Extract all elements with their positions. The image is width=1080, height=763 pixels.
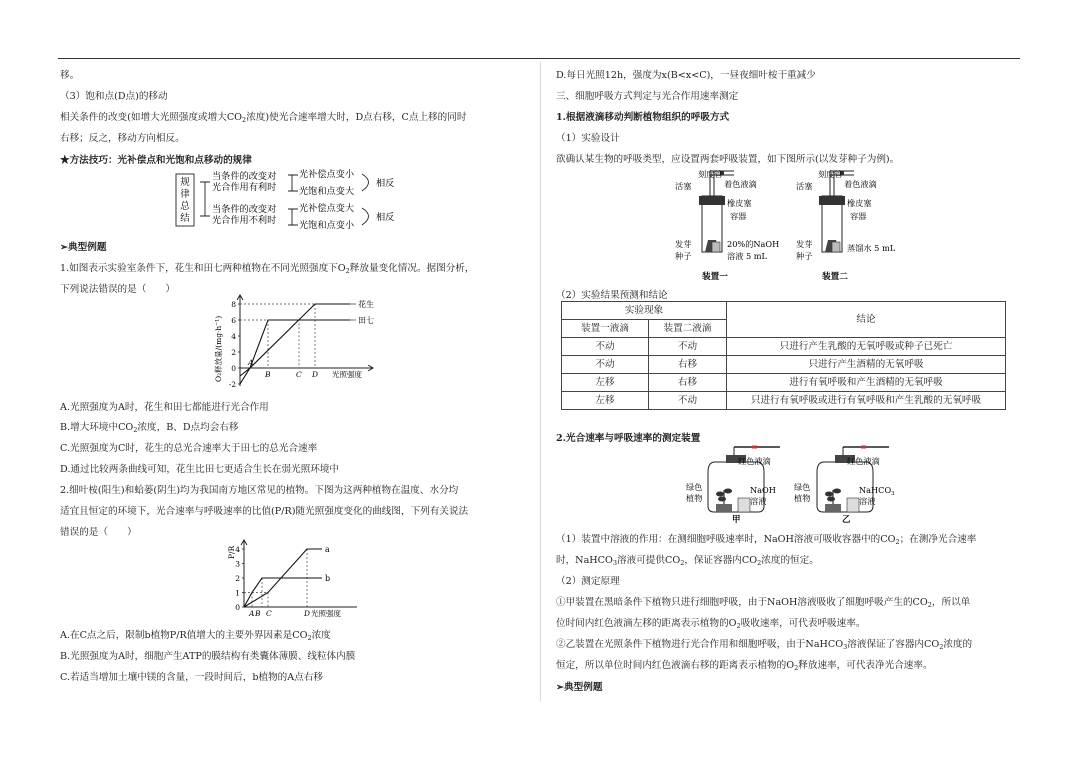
- label-stopper: 活塞: [675, 181, 692, 191]
- label-vessel: 容器: [850, 211, 867, 221]
- x-mark-label: A: [248, 358, 254, 367]
- text-line: 右移；反之，移动方向相反。: [60, 133, 185, 144]
- table-cell: 只进行产生乳酸的无氧呼吸或种子已死亡: [727, 338, 1006, 356]
- rule-char: 总: [180, 201, 190, 212]
- condition-1-line-b: 光合作用有利时: [212, 182, 277, 193]
- chart-pr-ratio: [222, 537, 392, 623]
- x-mark-label: A: [249, 609, 255, 618]
- table-header-row: [562, 302, 1006, 320]
- x-mark-label: B: [265, 370, 271, 379]
- column-divider: [540, 62, 541, 702]
- x-axis-label: 光照强度: [332, 370, 362, 379]
- label-nahco3-solution: NaHCO$_3$: [859, 485, 895, 497]
- label-green-plant: 植物: [794, 493, 811, 503]
- text-line: 位时间内红色液滴左移的距离表示植物的$O_2$吸收速率，可代表呼吸速率。: [556, 618, 866, 630]
- label-naoh: 溶液 5 mL: [727, 251, 767, 261]
- y-tick-label: 4: [231, 332, 236, 341]
- label-drop: 着色液滴: [844, 179, 877, 189]
- subsection-heading: 1.根据液滴移动判断植物组织的呼吸方式: [556, 112, 730, 123]
- results-table: [561, 301, 1006, 410]
- photosynthesis-apparatus-figure: [680, 444, 910, 524]
- question-2-stem: 2.细叶桉(阳生)和蛤蒌(阴生)均为我国南方地区常见的植物。下图为这两种植物在温度、水分均: [60, 485, 459, 496]
- label-water: 蒸馏水 5 mL: [847, 243, 896, 253]
- outcome-1-1: 光补偿点变小: [299, 169, 355, 180]
- section-heading: （3）饱和点(D点)的移动: [60, 91, 168, 102]
- table-cell: 不动: [562, 356, 649, 374]
- condition-2-line-a: 当条件的改变对: [212, 204, 277, 215]
- table-cell: 左移: [562, 374, 649, 392]
- x-mark-label: C: [266, 609, 272, 618]
- rule-char: 律: [180, 189, 190, 200]
- text-line: （2）测定原理: [556, 576, 620, 587]
- condition-1-line-a: 当条件的改变对: [212, 171, 277, 182]
- label-stopper: 活塞: [796, 181, 813, 191]
- y-tick-label: 3: [235, 559, 240, 569]
- question-2-stem: 适宜且恒定的环境下，光合速率与呼吸速率的比值(P/R)随光照强度变化的曲线图，下列有关说法: [60, 506, 469, 517]
- table-row: [562, 392, 1006, 410]
- opposite-label-1: 相反: [376, 178, 395, 189]
- table-cell: 右移: [649, 356, 727, 374]
- table-cell: 不动: [649, 338, 727, 356]
- y-tick-label: 8: [231, 300, 236, 309]
- y-tick-label: 2: [235, 574, 240, 583]
- label-jia: 甲: [732, 514, 741, 524]
- text-line: 时，NaHCO$_3$溶液可提供$CO_2$，保证容器内$CO_2$浓度的恒定。: [556, 555, 819, 567]
- label-apparatus-two: 装置二: [822, 272, 848, 282]
- outcome-2-1: 光补偿点变大: [299, 203, 355, 214]
- method-title: ★方法技巧：光补偿点和光饱和点移动的规律: [60, 155, 252, 166]
- label-seed: 发芽: [796, 239, 813, 249]
- question-1-option-a: A.光照强度为A时，花生和田七都能进行光合作用: [60, 402, 269, 413]
- question-1-option-d: D.通过比较两条曲线可知，花生比田七更适合生长在弱光照环境中: [60, 464, 340, 475]
- label-seed: 发芽: [675, 239, 692, 249]
- question-2-option-a: A.在C点之后，限制b植物P/R值增大的主要外界因素是$CO_2$浓度: [60, 630, 331, 642]
- question-2-stem: 错误的是（ ）: [60, 527, 137, 538]
- label-seed: 种子: [675, 251, 692, 261]
- y-axis-label: O₂释放量/(mg·h⁻¹): [214, 315, 223, 382]
- label-naoh-solution: 溶液: [750, 496, 767, 506]
- table-row: [562, 338, 1006, 356]
- series-line-b: [244, 578, 322, 607]
- text-line: ①甲装置在黑暗条件下植物只进行细胞呼吸，由于NaOH溶液吸收了细胞呼吸产生的$CO_2$，所以单: [556, 597, 971, 609]
- label-nahco3-solution: 溶液: [859, 496, 876, 506]
- table-cell: 不动: [562, 338, 649, 356]
- label-seed: 种子: [796, 251, 813, 261]
- label-apparatus-one: 装置一: [702, 272, 728, 282]
- table-header: 实验现象: [562, 302, 727, 320]
- label-naoh: 20%的NaOH: [727, 239, 780, 249]
- rule-char: 结: [180, 213, 190, 224]
- subsection-heading: 2.光合速率与呼吸速率的测定装置: [556, 433, 701, 444]
- text-line: 移。: [60, 70, 80, 81]
- table-header: 装置二液滴: [649, 320, 727, 338]
- table-cell: 只进行有氧呼吸或进行有氧呼吸和产生乳酸的无氧呼吸: [727, 392, 1006, 410]
- outcome-1-2: 光饱和点变大: [299, 186, 355, 197]
- series-label: b: [325, 574, 331, 583]
- table-cell: 进行有氧呼吸和产生酒精的无氧呼吸: [727, 374, 1006, 392]
- condition-2-line-b: 光合作用不利时: [212, 215, 277, 226]
- table-cell: 左移: [562, 392, 649, 410]
- text-line: （1）实验设计: [556, 133, 620, 144]
- label-rubber: 橡皮塞: [727, 198, 752, 208]
- x-mark-label: D: [312, 370, 319, 379]
- label-green-plant: 绿色: [686, 482, 703, 492]
- label-tube: 刻度管: [818, 169, 843, 179]
- question-2-option-b: B.光照强度为A时，细胞产生ATP的膜结构有类囊体薄膜、线粒体内膜: [60, 651, 356, 662]
- examples-heading: ➢典型例题: [556, 682, 603, 693]
- outcome-2-2: 光饱和点变小: [299, 220, 355, 231]
- top-rule: [58, 58, 1020, 59]
- label-vessel: 容器: [730, 211, 747, 221]
- question-1-option-c: C.光照强度为C时，花生的总光合速率大于田七的总光合速率: [60, 443, 318, 454]
- x-mark-label: D: [304, 609, 311, 618]
- y-tick-label: 0: [235, 603, 240, 612]
- question-1-option-b: B.增大环境中$CO_2$浓度，B、D点均会右移: [60, 422, 239, 434]
- question-1-stem: 下列说法错误的是（ ）: [60, 284, 176, 295]
- series-label: 田七: [358, 316, 374, 325]
- x-axis-label: 光照强度: [311, 609, 341, 618]
- label-red-drop: 红色液滴: [847, 456, 880, 466]
- table-cell: 右移: [649, 374, 727, 392]
- rule-summary-diagram: [170, 166, 420, 232]
- chart-o2-release: [200, 294, 390, 390]
- label-tube: 刻度管: [698, 169, 723, 179]
- series-label: a: [325, 545, 330, 554]
- section-heading: 三、细胞呼吸方式判定与光合作用速率测定: [556, 91, 739, 102]
- table-row: [562, 374, 1006, 392]
- text-line: （2）实验结果预测和结论: [556, 290, 668, 301]
- opposite-label-2: 相反: [376, 212, 395, 223]
- label-rubber: 橡皮塞: [847, 198, 872, 208]
- text-line: ②乙装置在光照条件下植物进行光合作用和细胞呼吸，由于NaHCO$_3$溶液保证了容器内$CO_2$浓度的: [556, 639, 973, 651]
- label-green-plant: 绿色: [794, 482, 811, 492]
- table-header: 装置一液滴: [562, 320, 649, 338]
- question-2-option-d: D.每日光照12h，强度为x(B<x<C)，一昼夜细叶桉干重减少: [556, 70, 816, 81]
- question-2-option-c: C.若适当增加土壤中镁的含量，一段时间后，b植物的A点右移: [60, 672, 323, 683]
- y-tick-label: -2: [228, 380, 236, 389]
- y-tick-label: 1: [235, 588, 240, 598]
- label-green-plant: 植物: [686, 493, 703, 503]
- x-mark-label: C: [296, 370, 302, 379]
- label-naoh-solution: NaOH: [750, 485, 776, 495]
- table-cell: 不动: [649, 392, 727, 410]
- label-red-drop: 红色液滴: [738, 456, 771, 466]
- text-line: 恒定，所以单位时间内红色液滴右移的距离表示植物的$O_2$释放速率，可代表净光合速率。: [556, 660, 933, 672]
- y-tick-label: 4: [235, 545, 240, 554]
- text-line: 欲确认某生物的呼吸类型，应设置两套呼吸装置，如下图所示(以发芽种子为例)。: [556, 154, 900, 165]
- respiration-apparatus-figure: [672, 166, 912, 286]
- table-cell: 只进行产生酒精的无氧呼吸: [727, 356, 1006, 374]
- text-line: 相关条件的改变(如增大光照强度或增大$CO_2$浓度)使光合速率增大时，D点右移，C点上移的同时: [60, 112, 467, 124]
- table-row: [562, 356, 1006, 374]
- examples-heading: ➢典型例题: [60, 242, 107, 253]
- table-header: 结论: [727, 302, 1006, 338]
- label-yi: 乙: [842, 514, 851, 524]
- series-label: 花生: [358, 300, 374, 309]
- text-line: （1）装置中溶液的作用：在测细胞呼吸速率时，NaOH溶液可吸收容器中的$CO_2$；在测净光合速率: [556, 534, 977, 546]
- y-tick-label: 6: [231, 316, 236, 325]
- y-tick-label: 2: [231, 348, 236, 357]
- y-tick-label: 0: [231, 364, 236, 373]
- label-drop: 着色液滴: [724, 179, 757, 189]
- x-mark-label: B: [255, 609, 261, 618]
- rule-char: 规: [180, 177, 190, 188]
- question-1-stem: 1.如图表示实验室条件下，花生和田七两种植物在不同光照强度下$O_2$释放量变化情况。据图分析，: [60, 263, 475, 275]
- y-axis-label: P/R: [227, 545, 236, 559]
